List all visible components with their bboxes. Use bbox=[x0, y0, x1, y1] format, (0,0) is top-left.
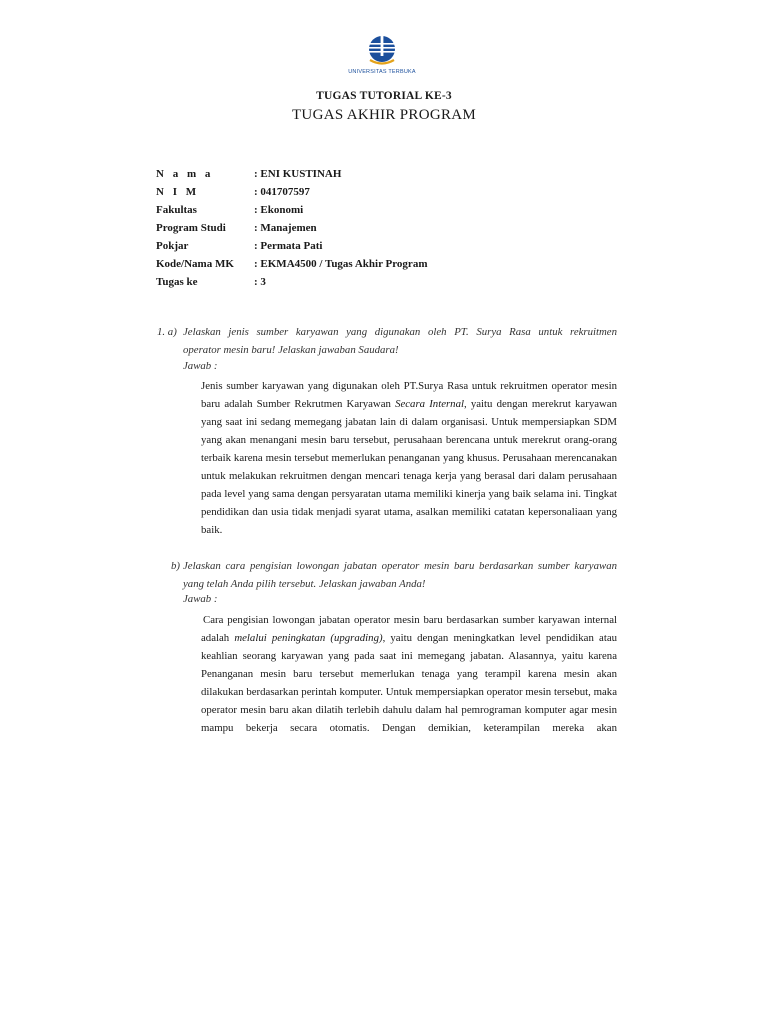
info-row-faculty bbox=[156, 201, 427, 219]
answer-emphasis: melalui peningkatan (upgrading) bbox=[234, 632, 383, 644]
question-number: b) bbox=[171, 560, 180, 572]
university-name: UNIVERSITAS TERBUKA bbox=[348, 69, 416, 75]
info-value: : ENI KUSTINAH bbox=[254, 168, 342, 180]
info-label: Fakultas bbox=[156, 204, 197, 216]
question-text-line: operator mesin baru! Jelaskan jawaban Saudara! bbox=[183, 344, 399, 356]
answer-1a bbox=[201, 377, 617, 539]
answer-label: Jawab : bbox=[183, 360, 218, 372]
answer-text: , yaitu dengan merekrut karyawan yang saat ini sedang memegang jabatan lain di dalam organisasi. Untuk mempersiapkan SDM yang akan menangani mesin baru tersebut, perusahaan berencana untuk merekrut orang-orang terbaik karena mesin tersebut memerlukan penanganan yang khusus. Perusahaan merencanakan untuk melakukan rekruitmen dengan mencari tenaga kerja yang berasal dari dalam perusahaan pada level yang sama dengan persyaratan utama memiliki kinerja yang baik selama ini. Tingkat pendidikan dan usia tidak menjadi syarat utama, asalkan memiliki catatan kepersonaliaan yang baik. bbox=[201, 398, 618, 536]
info-value: : Manajemen bbox=[254, 222, 317, 234]
question-number: 1. a) bbox=[157, 326, 177, 338]
info-row-course bbox=[156, 255, 427, 273]
info-value: : 041707597 bbox=[254, 186, 310, 198]
info-row-assignment bbox=[156, 273, 427, 291]
university-logo bbox=[342, 34, 422, 84]
info-row-pokjar bbox=[156, 237, 427, 255]
answer-text: Cara pengisian lowongan jabatan operator mesin baru berdasarkan sumber karyawan internal adalah bbox=[201, 614, 617, 644]
info-label: Kode/Nama MK bbox=[156, 258, 234, 270]
info-label: Pokjar bbox=[156, 240, 189, 252]
question-1a bbox=[183, 323, 617, 359]
university-emblem-icon bbox=[365, 34, 399, 68]
assignment-title: TUGAS TUTORIAL KE-3 bbox=[316, 90, 452, 102]
info-value: : Ekonomi bbox=[254, 204, 304, 216]
info-value: : EKMA4500 / Tugas Akhir Program bbox=[254, 258, 428, 270]
info-row-nim bbox=[156, 183, 427, 201]
info-label: N I M bbox=[156, 186, 200, 198]
question-text-line: yang telah Anda pilih tersebut. Jelaskan jawaban Anda! bbox=[183, 578, 426, 590]
info-value: : Permata Pati bbox=[254, 240, 323, 252]
info-label: Program Studi bbox=[156, 222, 226, 234]
info-label: Tugas ke bbox=[156, 276, 198, 288]
answer-emphasis: Secara Internal bbox=[395, 398, 464, 410]
answer-text: Jenis sumber karyawan yang digunakan oleh PT.Surya Rasa untuk rekruitmen operator mesin baru adalah Sumber Rekrutmen Karyawan bbox=[201, 380, 617, 410]
info-row-name bbox=[156, 165, 427, 183]
student-info bbox=[156, 165, 427, 291]
answer-1b bbox=[201, 611, 617, 737]
info-value: : 3 bbox=[254, 276, 266, 288]
info-row-study-program bbox=[156, 219, 427, 237]
answer-text: , yaitu dengan meningkatkan level pendidikan atau keahlian seorang karyawan yang pada saat ini memegang jabatan. Alasannya, yaitu karena Penanganan mesin baru tersebut memerlukan tenaga yang terampil karena mesin akan dilakukan berdasarkan perintah komputer. Untuk mempersiapkan operator mesin tersebut, maka operator mesin baru akan dilatih terlebih dahulu dalam hal pemrograman komputer agar mesin mampu bekerja secara otomatis. Dengan demikian, keterampilan mereka akan bbox=[201, 632, 618, 734]
question-text-line: Jelaskan cara pengisian lowongan jabatan operator mesin baru berdasarkan sumber karyawan bbox=[183, 560, 617, 572]
document-title: TUGAS AKHIR PROGRAM bbox=[291, 107, 477, 123]
answer-label: Jawab : bbox=[183, 593, 218, 605]
question-text-line: Jelaskan jenis sumber karyawan yang digunakan oleh PT. Surya Rasa untuk rekruitmen bbox=[183, 326, 617, 338]
info-label: N a m a bbox=[156, 168, 214, 180]
question-1b bbox=[183, 557, 617, 593]
